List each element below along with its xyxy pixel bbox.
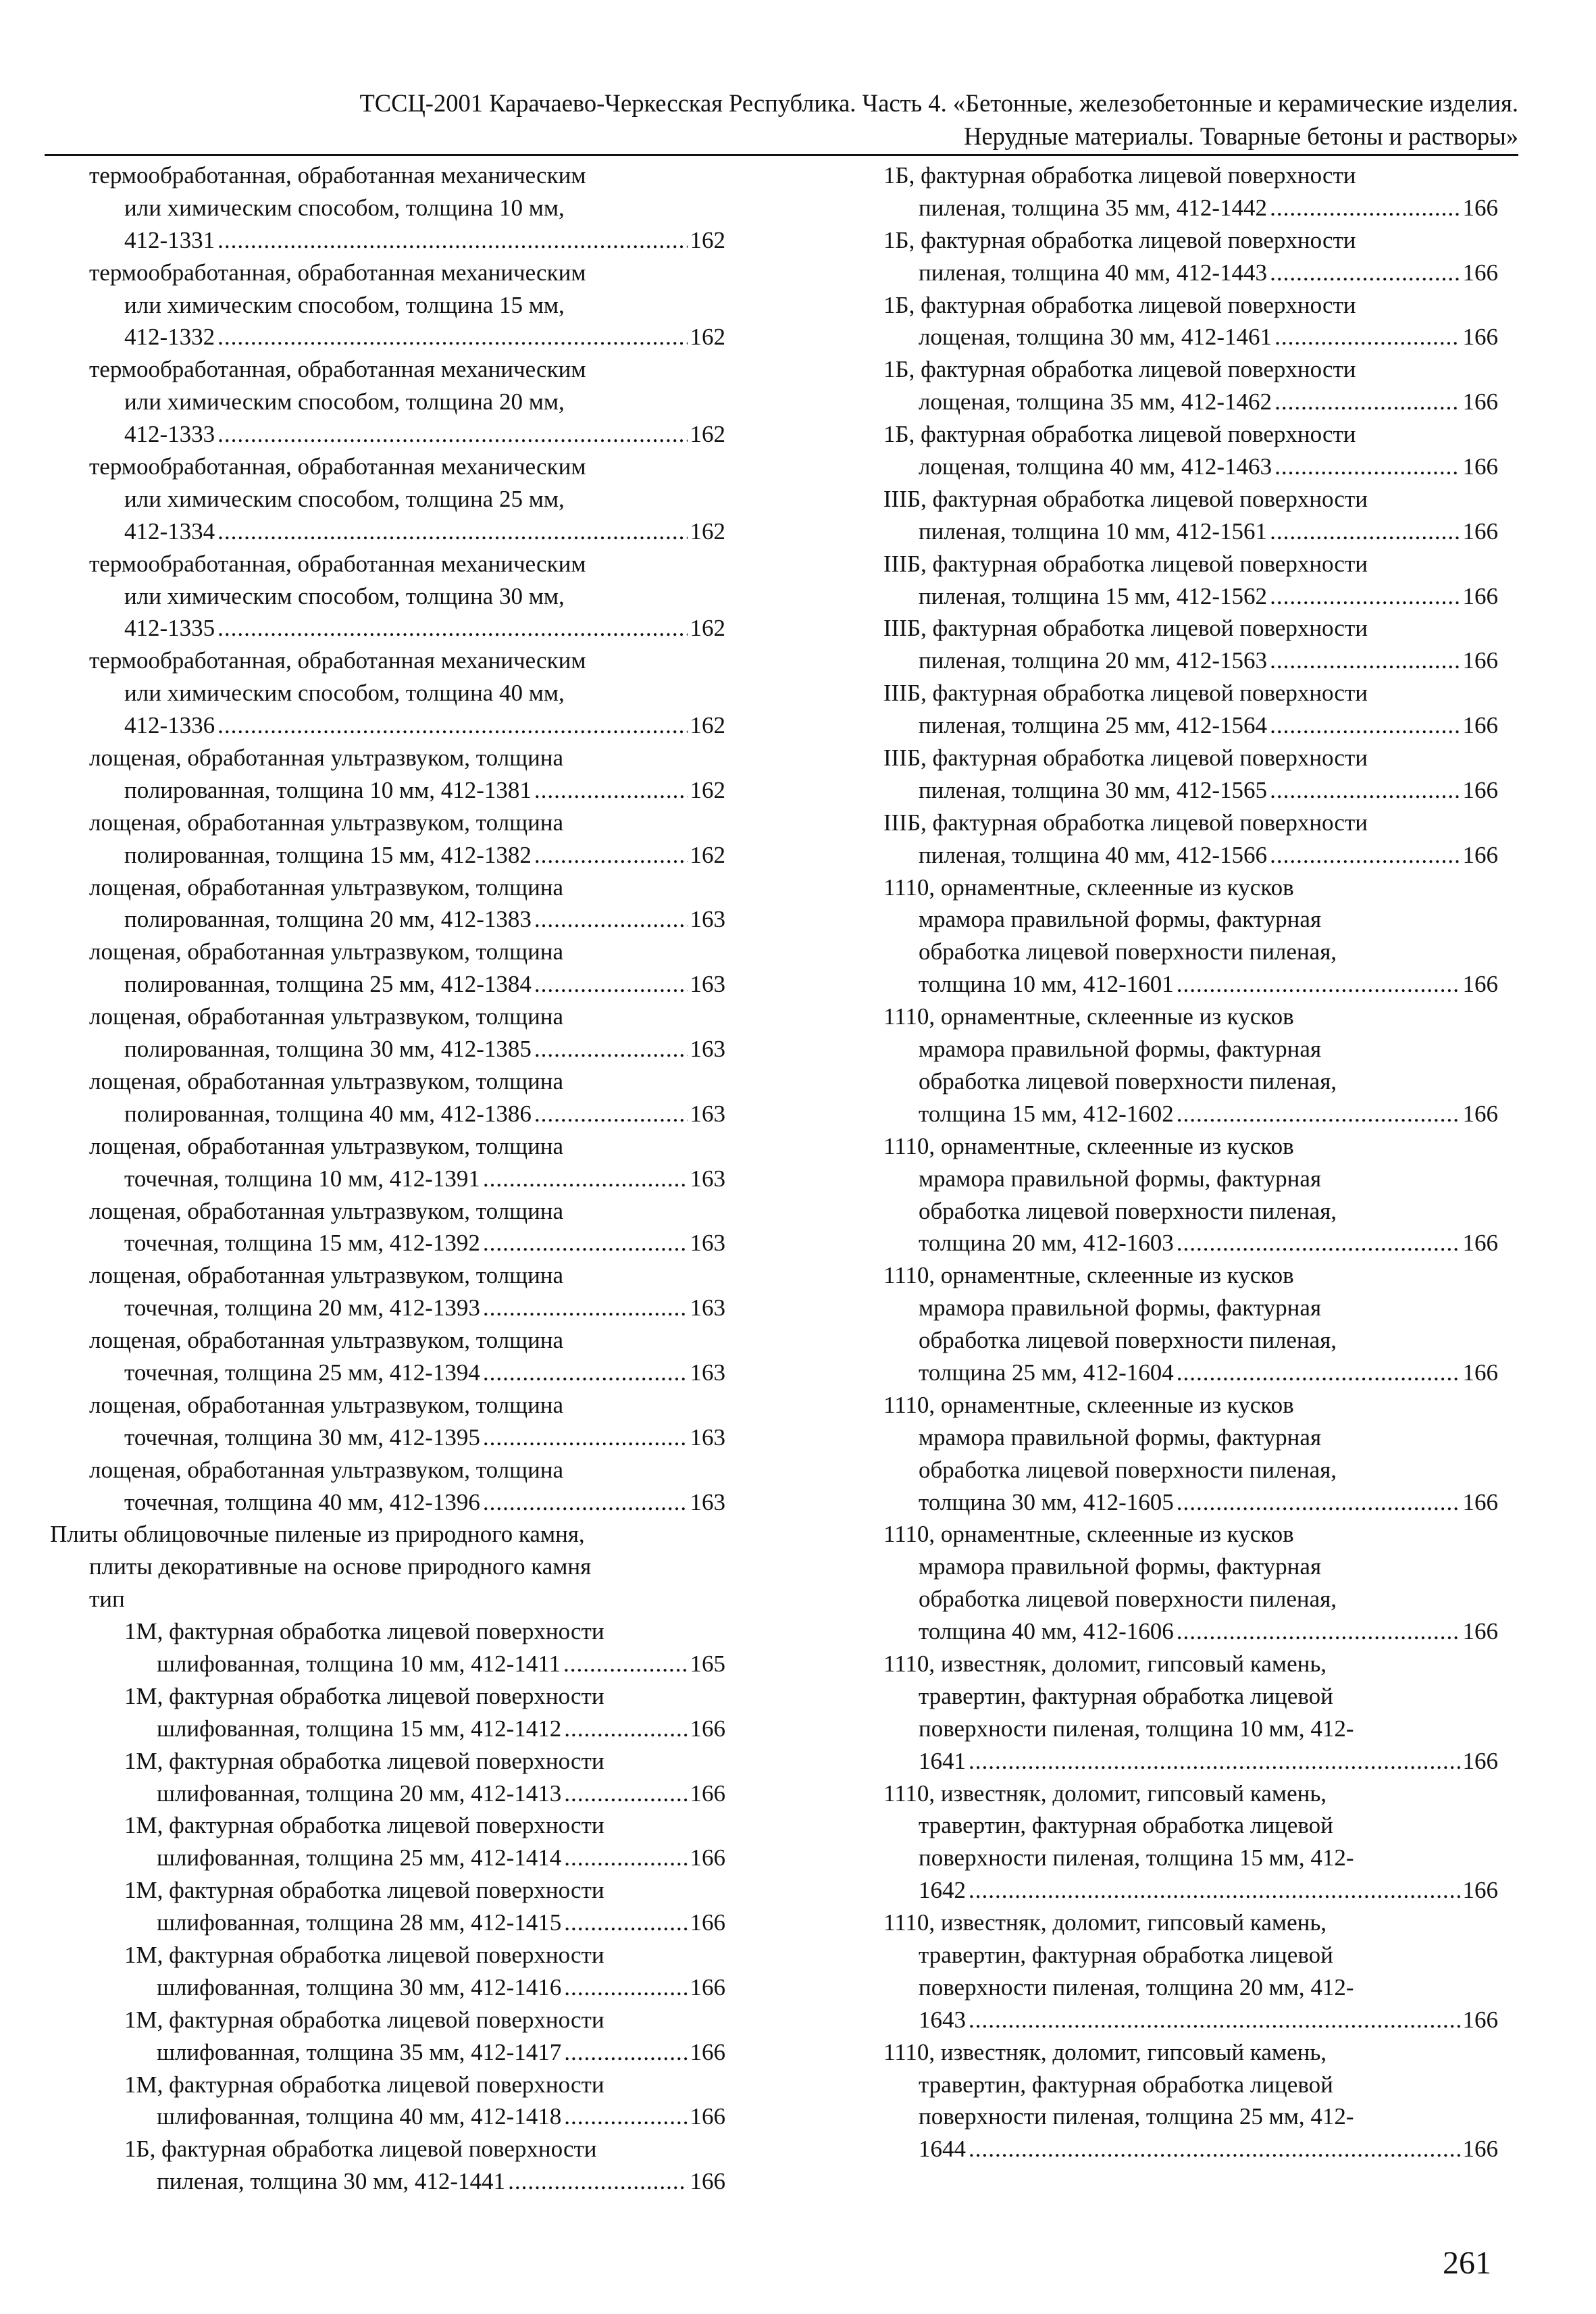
entry-text: 1М, фактурная обработка лицевой поверхности (124, 1812, 604, 1839)
dot-leader (969, 2133, 1460, 2165)
entry-page-ref: 162 (690, 776, 725, 803)
entry-text: IIIБ, фактурная обработка лицевой поверхности (883, 745, 1368, 772)
entry-text: 1110, орнаментные, склеенные из кусков (883, 1521, 1294, 1548)
entry-text: 1110, известняк, доломит, гипсовый камень, (883, 1780, 1327, 1807)
entry-text: точечная, толщина 30 мм, 412-1395 (124, 1424, 480, 1451)
entry-page-ref: 166 (1462, 712, 1498, 739)
entry-text: или химическим способом, толщина 10 мм, (124, 194, 565, 221)
entry-text: лощеная, обработанная ультразвуком, толщина (89, 1197, 564, 1224)
dot-leader (534, 1098, 688, 1130)
entry-text: 1110, известняк, доломит, гипсовый камень, (883, 1909, 1327, 1936)
entry-page-ref: 166 (1462, 2136, 1498, 2163)
entry-text: толщина 10 мм, 412-1601 (919, 971, 1174, 998)
entry-page-ref: 163 (690, 1359, 725, 1386)
index-entry (50, 1680, 725, 1745)
entry-page-ref: 162 (690, 615, 725, 642)
index-entry (50, 1874, 725, 1939)
entry-text: или химическим способом, толщина 40 мм, (124, 680, 565, 707)
running-header (45, 86, 1518, 153)
entry-text: IIIБ, фактурная обработка лицевой поверхности (883, 615, 1368, 642)
entry-text: обработка лицевой поверхности пиленая, (919, 1067, 1337, 1095)
entry-text: обработка лицевой поверхности пиленая, (919, 1197, 1337, 1224)
dot-leader (564, 1713, 687, 1745)
entry-page-ref: 163 (690, 906, 725, 933)
index-entry (50, 1389, 725, 1454)
entry-page-ref: 163 (690, 1424, 725, 1451)
index-column-left (50, 159, 725, 2198)
entry-page-ref: 166 (690, 1844, 725, 1871)
entry-page-ref: 166 (1462, 1618, 1498, 1645)
index-entry (50, 872, 725, 936)
dot-leader (508, 2165, 687, 2198)
dot-leader (217, 709, 687, 742)
dot-leader (564, 2101, 687, 2133)
dot-leader (1177, 1486, 1460, 1519)
entry-text: лощеная, обработанная ультразвуком, толщина (89, 1003, 564, 1030)
entry-text: точечная, толщина 40 мм, 412-1396 (124, 1488, 480, 1515)
entry-text: термообработанная, обработанная механическим (89, 647, 586, 674)
entry-text: лощеная, обработанная ультразвуком, толщина (89, 938, 564, 965)
entry-text: поверхности пиленая, толщина 10 мм, 412- (919, 1715, 1354, 1742)
dot-leader (564, 1907, 687, 1939)
entry-text: 1Б, фактурная обработка лицевой поверхности (883, 291, 1356, 318)
dot-leader (534, 1033, 688, 1065)
dot-leader (534, 774, 688, 807)
entry-page-ref: 162 (690, 421, 725, 448)
entry-text: 1644 (919, 2136, 966, 2163)
index-entry (883, 1389, 1498, 1519)
index-entry (883, 1778, 1498, 1907)
entry-text: пиленая, толщина 10 мм, 412-1561 (919, 518, 1268, 545)
entry-text: толщина 25 мм, 412-1604 (919, 1359, 1174, 1386)
index-entry (50, 257, 725, 354)
index-entry (50, 1130, 725, 1195)
dot-leader (483, 1292, 688, 1324)
entry-text: 1110, орнаментные, склеенные из кусков (883, 1391, 1294, 1418)
index-entry (883, 742, 1498, 807)
dot-leader (1270, 515, 1460, 548)
dot-leader (564, 2036, 687, 2069)
entry-text: IIIБ, фактурная обработка лицевой поверхности (883, 550, 1368, 577)
index-entry (883, 289, 1498, 354)
entry-page-ref: 166 (1462, 1488, 1498, 1515)
entry-text: лощеная, обработанная ультразвуком, толщина (89, 1456, 564, 1483)
entry-text: или химическим способом, толщина 30 мм, (124, 582, 565, 609)
entry-page-ref: 163 (690, 1165, 725, 1192)
entry-page-ref: 162 (690, 712, 725, 739)
index-entry (50, 1195, 725, 1260)
entry-text: 1641 (919, 1747, 966, 1774)
index-entry (883, 1518, 1498, 1648)
entry-text: лощеная, толщина 35 мм, 412-1462 (919, 388, 1272, 416)
dot-leader (1270, 192, 1460, 224)
index-entry (50, 1324, 725, 1389)
entry-text: полированная, толщина 10 мм, 412-1381 (124, 776, 532, 803)
index-entry (50, 451, 725, 548)
dot-leader (1177, 1227, 1460, 1259)
entry-page-ref: 163 (690, 1294, 725, 1322)
entry-text: 412-1332 (124, 324, 215, 351)
entry-text: точечная, толщина 25 мм, 412-1394 (124, 1359, 480, 1386)
index-entry (50, 353, 725, 451)
entry-text: полированная, толщина 15 мм, 412-1382 (124, 841, 532, 868)
dot-leader (1275, 321, 1460, 353)
entry-page-ref: 166 (1462, 1747, 1498, 1774)
dot-leader (483, 1357, 688, 1389)
entry-text: термообработанная, обработанная механическим (89, 453, 586, 480)
index-entry (50, 1259, 725, 1324)
index-entry (883, 1907, 1498, 2036)
entry-text: пиленая, толщина 25 мм, 412-1564 (919, 712, 1268, 739)
entry-text: шлифованная, толщина 30 мм, 412-1416 (157, 1973, 562, 2001)
entry-page-ref: 166 (1462, 776, 1498, 803)
entry-text: шлифованная, толщина 35 мм, 412-1417 (157, 2038, 562, 2065)
dot-leader (1270, 257, 1460, 289)
entry-text: термообработанная, обработанная механическим (89, 259, 586, 286)
entry-text: 412-1335 (124, 615, 215, 642)
index-entry (50, 2004, 725, 2069)
entry-page-ref: 166 (690, 2103, 725, 2130)
index-entry (50, 1939, 725, 2004)
entry-text: лощеная, обработанная ультразвуком, толщина (89, 1132, 564, 1159)
index-column-right (883, 159, 1498, 2165)
entry-text: пиленая, толщина 20 мм, 412-1563 (919, 647, 1268, 674)
entry-text: шлифованная, толщина 20 мм, 412-1413 (157, 1780, 562, 1807)
entry-text: 1110, известняк, доломит, гипсовый камень, (883, 2038, 1327, 2065)
entry-text: IIIБ, фактурная обработка лицевой поверхности (883, 680, 1368, 707)
entry-page-ref: 163 (690, 1488, 725, 1515)
entry-page-ref: 163 (690, 971, 725, 998)
dot-leader (969, 1745, 1460, 1778)
index-entry (50, 1809, 725, 1874)
header-rule (45, 154, 1518, 156)
entry-text: пиленая, толщина 40 мм, 412-1566 (919, 841, 1268, 868)
entry-text: мрамора правильной формы, фактурная (919, 906, 1322, 933)
entry-text: 1110, орнаментные, склеенные из кусков (883, 1132, 1294, 1159)
entry-text: лощеная, толщина 30 мм, 412-1461 (919, 324, 1272, 351)
index-entry (50, 645, 725, 742)
index-entry (50, 548, 725, 645)
entry-page-ref: 166 (690, 1973, 725, 2001)
entry-text: пиленая, толщина 40 мм, 412-1443 (919, 259, 1268, 286)
entry-text: шлифованная, толщина 28 мм, 412-1415 (157, 1909, 562, 1936)
index-entry (883, 1130, 1498, 1260)
entry-text: или химическим способом, толщина 25 мм, (124, 485, 565, 512)
entry-text: плиты декоративные на основе природного камня (89, 1553, 592, 1580)
entry-text: 412-1333 (124, 421, 215, 448)
entry-text: лощеная, обработанная ультразвуком, толщина (89, 874, 564, 901)
entry-text: 412-1334 (124, 518, 215, 545)
entry-page-ref: 166 (690, 1715, 725, 1742)
index-entry (883, 677, 1498, 742)
entry-page-ref: 166 (1462, 259, 1498, 286)
entry-text: лощеная, обработанная ультразвуком, толщина (89, 1067, 564, 1095)
dot-leader (969, 1874, 1460, 1907)
index-entry (883, 224, 1498, 289)
dot-leader (564, 1971, 687, 2004)
entry-text: 1Б, фактурная обработка лицевой поверхности (883, 356, 1356, 383)
dot-leader (483, 1163, 688, 1195)
dot-leader (483, 1486, 688, 1519)
entry-text: мрамора правильной формы, фактурная (919, 1294, 1322, 1322)
entry-page-ref: 166 (1462, 194, 1498, 221)
entry-text: 1110, орнаментные, склеенные из кусков (883, 1003, 1294, 1030)
entry-text: пиленая, толщина 15 мм, 412-1562 (919, 582, 1268, 609)
entry-text: травертин, фактурная обработка лицевой (919, 1812, 1333, 1839)
index-entry (50, 1615, 725, 1680)
entry-text: лощеная, обработанная ультразвуком, толщина (89, 745, 564, 772)
entry-text: пиленая, толщина 35 мм, 412-1442 (919, 194, 1268, 221)
entry-text: поверхности пиленая, толщина 15 мм, 412- (919, 1844, 1354, 1871)
entry-text: 412-1331 (124, 226, 215, 253)
entry-text: толщина 20 мм, 412-1603 (919, 1230, 1174, 1257)
entry-text: травертин, фактурная обработка лицевой (919, 2071, 1333, 2098)
dot-leader (1270, 709, 1460, 742)
entry-page-ref: 163 (690, 1230, 725, 1257)
entry-page-ref: 162 (690, 841, 725, 868)
dot-leader (564, 1842, 687, 1874)
header-line-1: ТССЦ-2001 Карачаево-Черкесская Республика. Часть 4. «Бетонные, железобетонные и керамические изделия. (359, 89, 1518, 117)
index-entry (883, 612, 1498, 677)
entry-text: мрамора правильной формы, фактурная (919, 1424, 1322, 1451)
entry-page-ref: 166 (690, 1909, 725, 1936)
entry-text: 1М, фактурная обработка лицевой поверхности (124, 2071, 604, 2098)
index-entry (50, 159, 725, 257)
entry-text: обработка лицевой поверхности пиленая, (919, 1586, 1337, 1613)
entry-text: полированная, толщина 30 мм, 412-1385 (124, 1036, 532, 1063)
dot-leader (1270, 645, 1460, 677)
entry-text: шлифованная, толщина 10 мм, 412-1411 (157, 1650, 561, 1677)
entry-page-ref: 163 (690, 1100, 725, 1127)
entry-text: полированная, толщина 40 мм, 412-1386 (124, 1100, 532, 1127)
page-number: 261 (1443, 2245, 1491, 2281)
index-entry (883, 807, 1498, 872)
dot-leader (1270, 839, 1460, 872)
entry-page-ref: 162 (690, 226, 725, 253)
entry-text: лощеная, обработанная ультразвуком, толщина (89, 1262, 564, 1289)
entry-page-ref: 166 (1462, 1359, 1498, 1386)
index-entry (883, 483, 1498, 548)
index-entry (883, 418, 1498, 483)
entry-text: термообработанная, обработанная механическим (89, 162, 586, 188)
entry-text: 1Б, фактурная обработка лицевой поверхности (883, 162, 1356, 188)
entry-text: или химическим способом, толщина 15 мм, (124, 291, 565, 318)
index-entry (50, 742, 725, 807)
entry-page-ref: 165 (690, 1650, 725, 1677)
dot-leader (483, 1227, 688, 1259)
entry-text: толщина 15 мм, 412-1602 (919, 1100, 1174, 1127)
index-entry (50, 2069, 725, 2134)
entry-text: 1М, фактурная обработка лицевой поверхности (124, 1941, 604, 1968)
entry-text: тип (89, 1586, 125, 1613)
entry-text: лощеная, толщина 40 мм, 412-1463 (919, 453, 1272, 480)
index-entry (883, 1001, 1498, 1130)
entry-page-ref: 166 (1462, 1230, 1498, 1257)
entry-text: 1Б, фактурная обработка лицевой поверхности (883, 421, 1356, 448)
dot-leader (217, 612, 687, 645)
entry-text: полированная, толщина 25 мм, 412-1384 (124, 971, 532, 998)
dot-leader (1275, 451, 1460, 483)
entry-text: или химическим способом, толщина 20 мм, (124, 388, 565, 416)
index-entry (50, 1745, 725, 1810)
entry-page-ref: 166 (1462, 582, 1498, 609)
entry-page-ref: 166 (690, 1780, 725, 1807)
entry-text: пиленая, толщина 30 мм, 412-1565 (919, 776, 1268, 803)
entry-text: мрамора правильной формы, фактурная (919, 1165, 1322, 1192)
entry-text: обработка лицевой поверхности пиленая, (919, 1456, 1337, 1483)
entry-page-ref: 166 (690, 2168, 725, 2195)
entry-page-ref: 166 (1462, 841, 1498, 868)
entry-text: травертин, фактурная обработка лицевой (919, 1941, 1333, 1968)
entry-text: толщина 40 мм, 412-1606 (919, 1618, 1174, 1645)
dot-leader (217, 418, 687, 451)
index-entry (50, 807, 725, 872)
entry-text: лощеная, обработанная ультразвуком, толщина (89, 1327, 564, 1354)
entry-page-ref: 166 (1462, 388, 1498, 416)
entry-text: 1110, орнаментные, склеенные из кусков (883, 874, 1294, 901)
entry-text: толщина 30 мм, 412-1605 (919, 1488, 1174, 1515)
dot-leader (534, 968, 688, 1001)
entry-page-ref: 166 (1462, 518, 1498, 545)
entry-text: полированная, толщина 20 мм, 412-1383 (124, 906, 532, 933)
index-entry (883, 1259, 1498, 1389)
entry-text: поверхности пиленая, толщина 25 мм, 412- (919, 2103, 1354, 2130)
index-entry (883, 548, 1498, 613)
dot-leader (217, 224, 687, 257)
index-entry (50, 1065, 725, 1130)
entry-text: обработка лицевой поверхности пиленая, (919, 938, 1337, 965)
entry-text: 1М, фактурная обработка лицевой поверхности (124, 1747, 604, 1774)
dot-leader (1270, 580, 1460, 613)
dot-leader (534, 839, 688, 872)
entry-text: точечная, толщина 10 мм, 412-1391 (124, 1165, 480, 1192)
index-entry (883, 872, 1498, 1001)
dot-leader (969, 2004, 1460, 2036)
entry-page-ref: 166 (1462, 1877, 1498, 1904)
entry-page-ref: 166 (690, 2038, 725, 2065)
dot-leader (563, 1648, 688, 1680)
index-entry (883, 353, 1498, 418)
entry-text: 1М, фактурная обработка лицевой поверхности (124, 2006, 604, 2033)
entry-text: 1110, орнаментные, склеенные из кусков (883, 1262, 1294, 1289)
entry-text: термообработанная, обработанная механическим (89, 550, 586, 577)
entry-text: 1Б, фактурная обработка лицевой поверхности (883, 226, 1356, 253)
entry-text: 1М, фактурная обработка лицевой поверхности (124, 1877, 604, 1904)
dot-leader (483, 1422, 688, 1454)
entry-text: пиленая, толщина 30 мм, 412-1441 (157, 2168, 506, 2195)
entry-text: обработка лицевой поверхности пиленая, (919, 1327, 1337, 1354)
entry-text: 1643 (919, 2006, 966, 2033)
index-entry (50, 2133, 725, 2198)
entry-page-ref: 166 (1462, 2006, 1498, 2033)
index-entry (883, 159, 1498, 224)
entry-page-ref: 166 (1462, 324, 1498, 351)
entry-text: 1М, фактурная обработка лицевой поверхности (124, 1618, 604, 1645)
entry-text: точечная, толщина 20 мм, 412-1393 (124, 1294, 480, 1322)
entry-text: точечная, толщина 15 мм, 412-1392 (124, 1230, 480, 1257)
index-entry (883, 2036, 1498, 2166)
dot-leader (1177, 1615, 1460, 1648)
dot-leader (1177, 1357, 1460, 1389)
entry-text: 1Б, фактурная обработка лицевой поверхности (124, 2136, 597, 2163)
entry-text: IIIБ, фактурная обработка лицевой поверхности (883, 809, 1368, 836)
index-entry (50, 1518, 725, 1615)
entry-text: лощеная, обработанная ультразвуком, толщина (89, 809, 564, 836)
entry-text: поверхности пиленая, толщина 20 мм, 412- (919, 1973, 1354, 2001)
entry-page-ref: 166 (1462, 1100, 1498, 1127)
dot-leader (1270, 774, 1460, 807)
entry-text: мрамора правильной формы, фактурная (919, 1036, 1322, 1063)
dot-leader (534, 903, 688, 936)
entry-text: шлифованная, толщина 15 мм, 412-1412 (157, 1715, 562, 1742)
entry-text: IIIБ, фактурная обработка лицевой поверхности (883, 485, 1368, 512)
entry-page-ref: 166 (1462, 453, 1498, 480)
entry-page-ref: 162 (690, 324, 725, 351)
entry-text: 412-1336 (124, 712, 215, 739)
dot-leader (1177, 968, 1460, 1001)
dot-leader (1177, 1098, 1460, 1130)
entry-page-ref: 162 (690, 518, 725, 545)
index-entry (883, 1648, 1498, 1778)
entry-text: шлифованная, толщина 25 мм, 412-1414 (157, 1844, 562, 1871)
entry-text: травертин, фактурная обработка лицевой (919, 1682, 1333, 1709)
entry-text: лощеная, обработанная ультразвуком, толщина (89, 1391, 564, 1418)
entry-text: 1М, фактурная обработка лицевой поверхности (124, 1682, 604, 1709)
dot-leader (1275, 386, 1460, 418)
entry-page-ref: 166 (1462, 647, 1498, 674)
dot-leader (217, 515, 687, 548)
entry-page-ref: 163 (690, 1036, 725, 1063)
dot-leader (217, 321, 687, 353)
index-entry (50, 936, 725, 1001)
entry-text: термообработанная, обработанная механическим (89, 356, 586, 383)
entry-text: 1110, известняк, доломит, гипсовый камень, (883, 1650, 1327, 1677)
entry-text: Плиты облицовочные пиленые из природного камня, (50, 1521, 585, 1548)
entry-text: мрамора правильной формы, фактурная (919, 1553, 1322, 1580)
index-entry (50, 1454, 725, 1519)
index-entry (50, 1001, 725, 1065)
header-line-2: Нерудные материалы. Товарные бетоны и растворы» (964, 122, 1518, 150)
entry-text: 1642 (919, 1877, 966, 1904)
entry-page-ref: 166 (1462, 971, 1498, 998)
entry-text: шлифованная, толщина 40 мм, 412-1418 (157, 2103, 562, 2130)
dot-leader (564, 1778, 687, 1810)
